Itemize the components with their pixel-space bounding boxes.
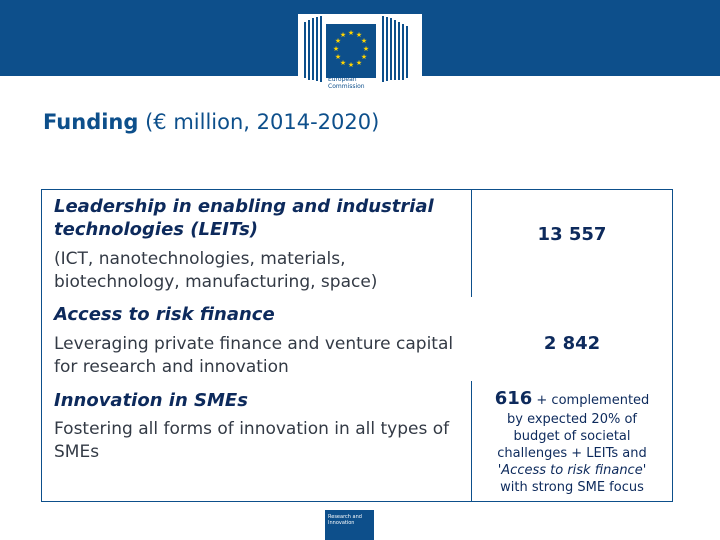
svg-text:★: ★	[362, 45, 370, 53]
eu-flag-icon	[326, 24, 376, 78]
svg-text:★: ★	[355, 59, 363, 67]
funding-table	[41, 189, 673, 502]
european-commission-logo	[298, 14, 422, 94]
value-risk-finance: 2 842	[543, 333, 601, 354]
title-bold: Funding	[43, 110, 139, 134]
row-desc-leits: (ICT, nanotechnologies, materials, biotechnology, manufacturing, space)	[54, 249, 378, 292]
svg-text:★: ★	[339, 31, 347, 39]
svg-text:★: ★	[347, 61, 355, 69]
row-desc-smes: Fostering all forms of innovation in all types of SMEs	[54, 419, 450, 462]
value-note-smes: by expected 20% of budget of societal challenges + LEITs and 'Access to risk finance' with strong SME focus	[497, 412, 647, 495]
row-title-risk-finance: Access to risk finance	[54, 304, 275, 325]
svg-text:★: ★	[332, 45, 340, 53]
row-title-smes: Innovation in SMEs	[54, 390, 248, 411]
logo-label: European Commission	[328, 76, 365, 90]
row-title-leits: Leadership in enabling and industrial technologies (LEITs)	[54, 196, 434, 240]
row-desc-risk-finance: Leveraging private finance and venture capital for research and innovation	[54, 334, 454, 377]
value-leits: 13 557	[537, 224, 607, 245]
svg-text:★: ★	[334, 53, 342, 61]
research-innovation-badge: Research and Innovation	[325, 510, 374, 540]
svg-text:★: ★	[360, 37, 368, 45]
svg-text:★: ★	[355, 31, 363, 39]
title-rest: (€ million, 2014-2020)	[138, 110, 380, 134]
svg-text:★: ★	[360, 53, 368, 61]
page-title	[43, 110, 379, 134]
svg-text:★: ★	[334, 37, 342, 45]
value-smes: 616 + complemented	[494, 388, 650, 409]
svg-text:★: ★	[339, 59, 347, 67]
svg-text:★: ★	[347, 29, 355, 37]
